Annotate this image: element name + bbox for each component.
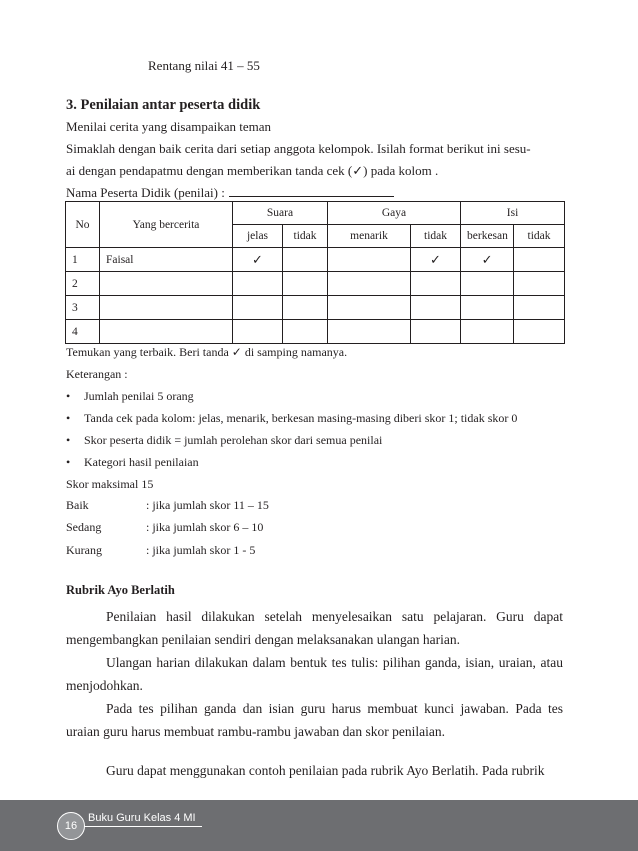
- bullet-icon: •: [66, 411, 71, 425]
- subheader-tidak: tidak: [411, 225, 461, 248]
- check-cell: [328, 272, 411, 296]
- subheader-tidak: tidak: [283, 225, 328, 248]
- paragraph-text: Pada tes pilihan ganda dan isian guru harus membuat kunci jawaban. Pada tes uraian guru harus membuat rambu-rambu jawaban dan skor penilaian.: [66, 701, 563, 739]
- bullet-item: [66, 388, 194, 404]
- bullet-icon: •: [66, 455, 71, 469]
- section-title: 3. Penilaian antar peserta didik: [66, 97, 261, 113]
- instruction-line-2: ai dengan pendapatmu dengan memberikan tanda cek (✓) pada kolom .: [66, 163, 439, 178]
- assessor-label: Nama Peserta Didik (penilai) :: [66, 185, 225, 200]
- rubric-paragraph: [66, 651, 563, 697]
- paragraph-text: Guru dapat menggunakan contoh penilaian pada rubrik Ayo Berlatih. Pada rubrik: [106, 763, 545, 778]
- bullet-text: Tanda cek pada kolom: jelas, menarik, berkesan masing-masing diberi skor 1; tidak skor 0: [84, 411, 518, 425]
- rubric-paragraph: [66, 759, 563, 782]
- section-subtitle: Menilai cerita yang disampaikan teman: [66, 119, 272, 134]
- header-storyteller: Yang bercerita: [100, 202, 233, 248]
- check-cell: [233, 320, 283, 344]
- check-cell: [328, 248, 411, 272]
- bullet-text: Kategori hasil penilaian: [84, 455, 199, 469]
- table-row: [66, 296, 565, 320]
- category-label: Baik: [66, 498, 89, 512]
- row-no: 3: [66, 296, 100, 320]
- check-cell: [461, 296, 514, 320]
- paragraph-text: Penilaian hasil dilakukan setelah menyelesaikan satu pelajaran. Guru dapat mengembangkan penilaian sendiri dengan melaksanakan ulangan harian.: [66, 609, 563, 647]
- book-title: Buku Guru Kelas 4 MI: [88, 812, 196, 824]
- instruction-line-1: Simaklah dengan baik cerita dari setiap anggota kelompok. Isilah format berikut ini sesu-: [66, 141, 531, 156]
- bullet-text: Skor peserta didik = jumlah perolehan skor dari semua penilai: [84, 433, 383, 447]
- check-cell: [411, 296, 461, 320]
- category-rule: : jika jumlah skor 6 – 10: [146, 520, 264, 534]
- max-score: Skor maksimal 15: [66, 477, 154, 491]
- category-label: Sedang: [66, 520, 102, 534]
- rubric-paragraph: [66, 605, 563, 651]
- check-cell: ✓: [411, 248, 461, 272]
- row-name: Faisal: [100, 248, 233, 272]
- best-note: Temukan yang terbaik. Beri tanda ✓ di samping namanya.: [66, 345, 348, 359]
- bullet-item: [66, 432, 382, 448]
- bullet-text: Jumlah penilai 5 orang: [84, 389, 194, 403]
- row-name: [100, 296, 233, 320]
- subheader-berkesan: berkesan: [461, 225, 514, 248]
- table-row: [66, 248, 565, 272]
- bullet-item: [66, 410, 517, 426]
- check-cell: [233, 272, 283, 296]
- check-cell: [283, 296, 328, 320]
- check-cell: [283, 248, 328, 272]
- row-no: 2: [66, 272, 100, 296]
- check-cell: [514, 296, 565, 320]
- check-cell: [514, 248, 565, 272]
- category-label: Kurang: [66, 543, 102, 557]
- header-isi: Isi: [461, 202, 565, 225]
- assessment-table: [65, 201, 565, 344]
- check-cell: [328, 320, 411, 344]
- rubric-title: Rubrik Ayo Berlatih: [66, 583, 175, 597]
- check-cell: [461, 320, 514, 344]
- check-cell: [328, 296, 411, 320]
- row-name: [100, 272, 233, 296]
- row-no: 4: [66, 320, 100, 344]
- assessor-line: [66, 184, 394, 201]
- check-cell: [411, 320, 461, 344]
- check-cell: ✓: [233, 248, 283, 272]
- page-number: 16: [57, 812, 85, 840]
- bullet-icon: •: [66, 389, 71, 403]
- check-cell: [411, 272, 461, 296]
- check-cell: [283, 320, 328, 344]
- row-name: [100, 320, 233, 344]
- footer-underline: [84, 826, 202, 827]
- range-note: Rentang nilai 41 – 55: [148, 58, 260, 73]
- bullet-icon: •: [66, 433, 71, 447]
- subheader-tidak: tidak: [514, 225, 565, 248]
- category-rule: : jika jumlah skor 11 – 15: [146, 498, 269, 512]
- header-suara: Suara: [233, 202, 328, 225]
- row-no: 1: [66, 248, 100, 272]
- subheader-menarik: menarik: [328, 225, 411, 248]
- check-cell: [461, 272, 514, 296]
- category-rule: : jika jumlah skor 1 - 5: [146, 543, 256, 557]
- bullet-item: [66, 454, 199, 470]
- header-gaya: Gaya: [328, 202, 461, 225]
- table-row: [66, 320, 565, 344]
- table-header-row: [66, 202, 565, 225]
- check-cell: [514, 320, 565, 344]
- rubric-paragraph: [66, 697, 563, 743]
- table-row: [66, 272, 565, 296]
- check-cell: [514, 272, 565, 296]
- check-cell: ✓: [461, 248, 514, 272]
- assessor-blank: [229, 184, 394, 197]
- keterangan-label: Keterangan :: [66, 367, 128, 381]
- paragraph-text: Ulangan harian dilakukan dalam bentuk tes tulis: pilihan ganda, isian, uraian, atau menjodohkan.: [66, 655, 563, 693]
- check-cell: [283, 272, 328, 296]
- subheader-jelas: jelas: [233, 225, 283, 248]
- check-cell: [233, 296, 283, 320]
- header-no: No: [66, 202, 100, 248]
